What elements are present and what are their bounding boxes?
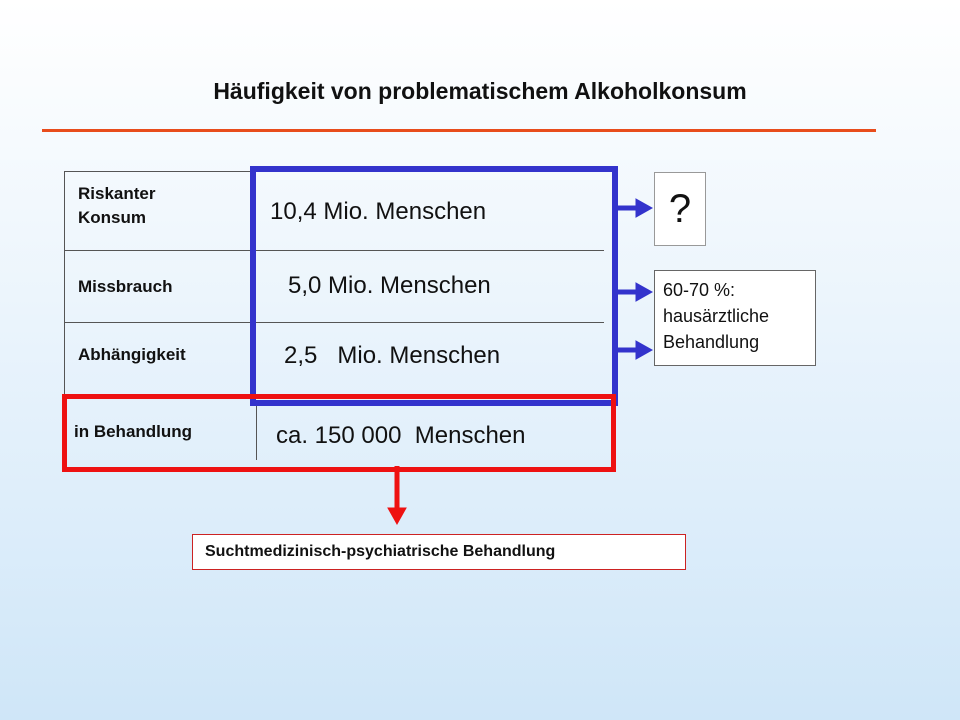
gp-care-line: Behandlung [663, 332, 760, 352]
gp-care-box [654, 270, 816, 366]
row-label-line: Konsum [78, 208, 146, 227]
arrow-to-addiction-care [388, 466, 406, 524]
row-value-abuse: 5,0 Mio. Menschen [288, 272, 491, 299]
row-label-treatment: in Behandlung [74, 422, 193, 441]
arrow-abuse-to-gp-care [612, 283, 652, 301]
row-value-risky: 10,4 Mio. Menschen [270, 198, 487, 225]
row-label-line: Riskanter [78, 184, 156, 203]
arrow-dependence-to-gp-care [612, 341, 652, 359]
row-value-treatment: ca. 150 000 Menschen [276, 422, 526, 449]
row-label-abuse: Missbrauch [78, 277, 173, 296]
arrow-to-unknown [612, 199, 652, 217]
page-title: Häufigkeit von problematischem Alkoholkonsum [213, 78, 747, 104]
gp-care-line: 60-70 %: [663, 280, 736, 300]
addiction-care-box: Suchtmedizinisch-psychiatrische Behandlung [192, 534, 686, 570]
unknown-care-box: ? [654, 172, 706, 246]
row-label-dependence: Abhängigkeit [78, 345, 186, 364]
row-value-dependence: 2,5 Mio. Menschen [284, 342, 501, 369]
gp-care-line: hausärztliche [663, 306, 770, 326]
